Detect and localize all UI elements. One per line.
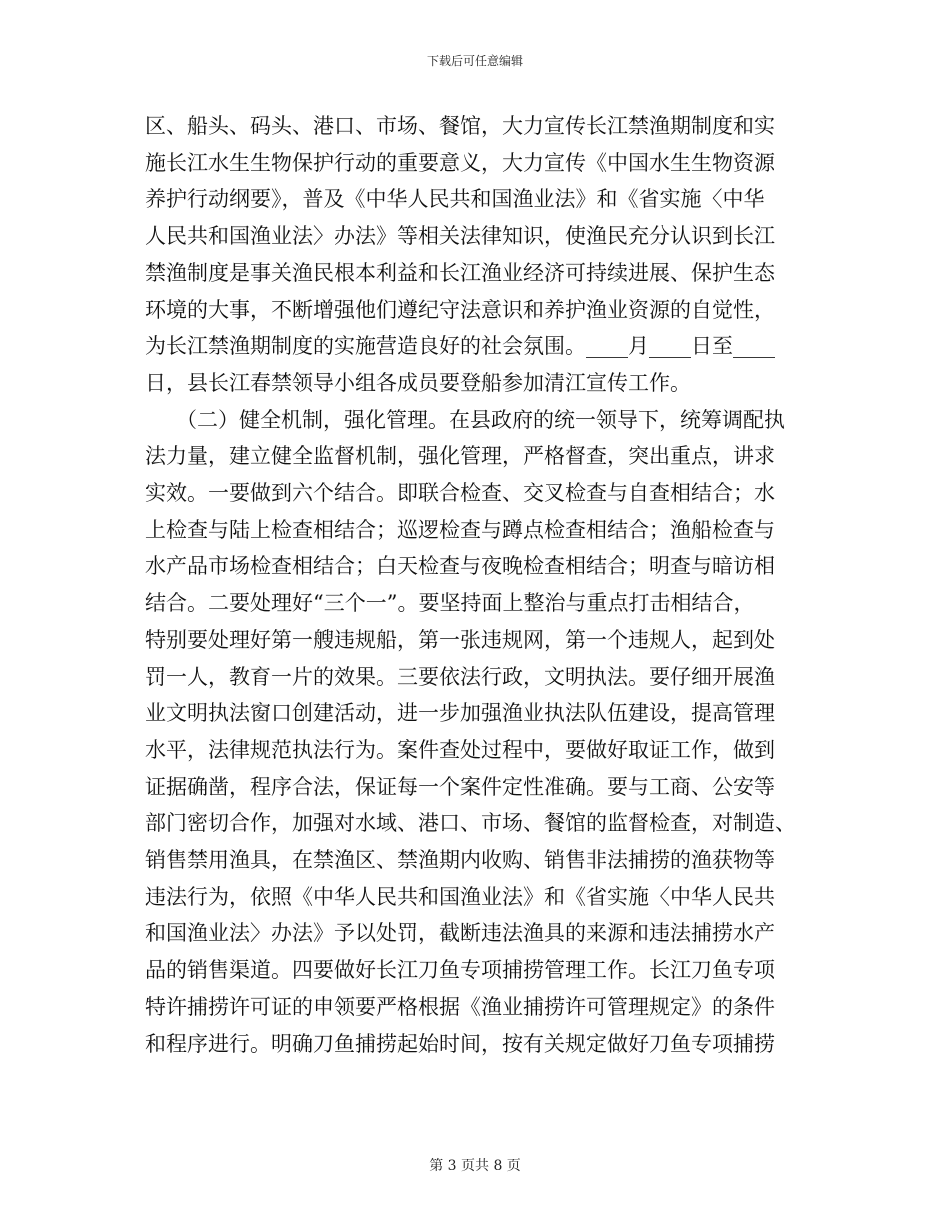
- text-line: 日，县长江春禁领导小组各成员要登船参加清江宣传工作。: [145, 371, 691, 395]
- text-line: 禁渔制度是事关渔民根本利益和长江渔业经济可持续进展、保护生态: [145, 261, 775, 285]
- text-line: 养护行动纲要》，普及《中华人民共和国渔业法》和《省实施〈中华: [145, 187, 765, 211]
- text-line: 实效。一要做到六个结合。即联合检查、交叉检查与自查相结合；水: [145, 481, 775, 505]
- text-line: 人民共和国渔业法〉办法》等相关法律知识，使渔民充分认识到长江: [145, 224, 775, 248]
- text-line: （二）健全机制，强化管理。在县政府的统一领导下，统筹调配执: [176, 408, 785, 432]
- text-line: 上检查与陆上检查相结合；巡逻检查与蹲点检查相结合；渔船检查与: [145, 518, 775, 542]
- text-line: 销售禁用渔具，在禁渔区、禁渔期内收购、销售非法捕捞的渔获物等: [145, 848, 775, 872]
- text-line: 特别要处理好第一艘违规船，第一张违规网，第一个违规人，起到处: [145, 628, 775, 652]
- text-line: 品的销售渠道。四要做好长江刀鱼专项捕捞管理工作。长江刀鱼专项: [145, 958, 775, 982]
- text-line: 部门密切合作，加强对水域、港口、市场、餐馆的监督检查，对制造、: [145, 811, 796, 835]
- text-line: 违法行为，依照《中华人民共和国渔业法》和《省实施〈中华人民共: [145, 885, 775, 909]
- text-line: 水产品市场检查相结合；白天检查与夜晚检查相结合；明查与暗访相: [145, 554, 775, 578]
- text-line: 证据确凿，程序合法，保证每一个案件定性准确。要与工商、公安等: [145, 775, 775, 799]
- page-header: 下载后可任意编辑: [426, 54, 523, 68]
- text-line: 法力量，建立健全监督机制，强化管理，严格督查，突出重点，讲求: [145, 444, 775, 468]
- text-line: 罚一人，教育一片的效果。三要依法行政，文明执法。要仔细开展渔: [145, 665, 775, 689]
- text-line: 施长江水生生物保护行动的重要意义，大力宣传《中国水生生物资源: [145, 151, 775, 175]
- page-number-footer: 第 3 页共 8 页: [429, 1158, 521, 1174]
- text-line: 区、船头、码头、港口、市场、餐馆，大力宣传长江禁渔期制度和实: [145, 114, 775, 138]
- text-line: 特许捕捞许可证的申领要严格根据《渔业捕捞许可管理规定》的条件: [145, 995, 775, 1019]
- text-line: 结合。二要处理好“三个一”。要坚持面上整治与重点打击相结合，: [145, 591, 755, 615]
- text-line: 和国渔业法〉办法》予以处罚，截断违法渔具的来源和违法捕捞水产: [145, 921, 775, 945]
- text-line: 和程序进行。明确刀鱼捕捞起始时间，按有关规定做好刀鱼专项捕捞: [145, 1032, 775, 1056]
- text-line: 水平，法律规范执法行为。案件查处过程中，要做好取证工作，做到: [145, 738, 775, 762]
- text-line: 环境的大事，不断增强他们遵纪守法意识和养护渔业资源的自觉性，: [145, 298, 775, 322]
- text-line: 业文明执法窗口创建活动，进一步加强渔业执法队伍建设，提高管理: [145, 701, 775, 725]
- text-line: 为长江禁渔期制度的实施营造良好的社会氛围。____月____日至____: [145, 334, 775, 358]
